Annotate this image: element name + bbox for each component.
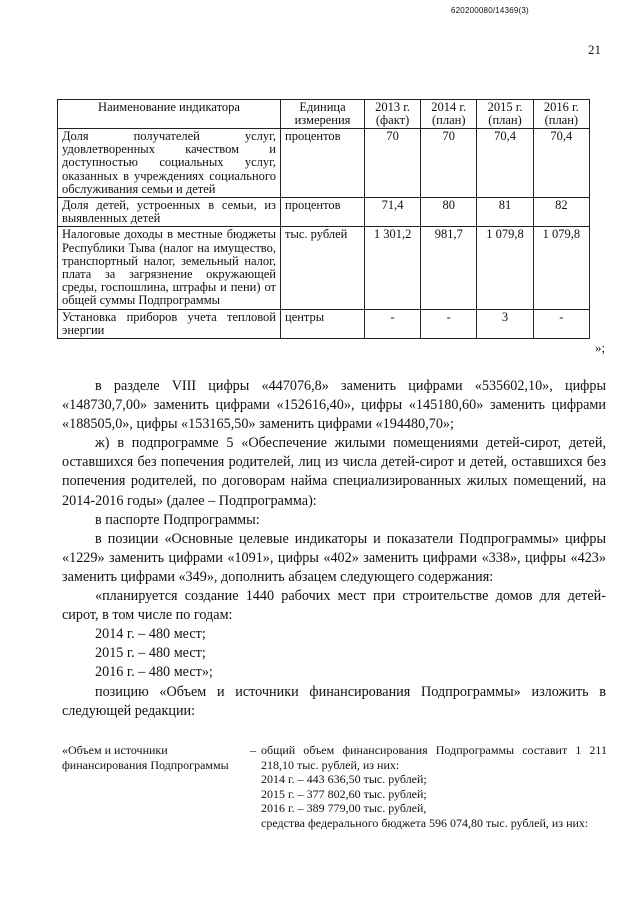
indicator-name: Доля детей, устроенных в семьи, из выявленных детей — [58, 198, 281, 227]
value-2015: 1 079,8 — [477, 227, 533, 309]
financing-line-2016: 2016 г. – 389 779,00 тыс. рублей, — [261, 801, 427, 815]
indicator-unit: тыс. рублей — [281, 227, 365, 309]
value-2014: 70 — [421, 129, 477, 198]
financing-line-federal: средства федерального бюджета 596 074,80 тыс. рублей, из них: — [261, 815, 589, 830]
paragraph-subprogram-5: ж) в подпрограмме 5 «Обеспечение жилыми помещениями детей-сирот, детей, оставшихся без попечения родителей, лиц из числа детей-сирот и детей, оставшихся без попечения родителей, по договорам найма специализированных жилых помещений, на 2014-2016 годы» (далее – Подпрограмма): — [62, 435, 606, 509]
table-closing-quote: »; — [595, 340, 606, 355]
value-2016: - — [533, 309, 589, 338]
header-2013: 2013 г. (факт) — [365, 100, 421, 129]
value-2014: 80 — [421, 198, 477, 227]
value-2016: 70,4 — [533, 129, 589, 198]
value-2015: 70,4 — [477, 129, 533, 198]
financing-line-total: общий объем финансирования Подпрограммы составит 1 211 218,10 тыс. рублей, из них: — [261, 743, 607, 772]
value-2013: 71,4 — [365, 198, 421, 227]
paragraph-year-2015: 2015 г. – 480 мест; — [95, 645, 206, 662]
table-row — [58, 227, 590, 309]
header-2014: 2014 г. (план) — [421, 100, 477, 129]
paragraph-year-2014: 2014 г. – 480 мест; — [95, 626, 206, 643]
value-2016: 82 — [533, 198, 589, 227]
table-row — [58, 129, 590, 198]
indicator-unit: процентов — [281, 198, 365, 227]
value-2015: 3 — [477, 309, 533, 338]
financing-label: «Объем и источники финансирования Подпрограммы — [62, 743, 229, 772]
value-2015: 81 — [477, 198, 533, 227]
financing-line-2015: 2015 г. – 377 802,60 тыс. рублей; — [261, 786, 427, 801]
indicator-unit: процентов — [281, 129, 365, 198]
financing-dash: – — [250, 743, 256, 757]
header-2015: 2015 г. (план) — [477, 100, 533, 129]
value-2014: 981,7 — [421, 227, 477, 309]
value-2013: 70 — [365, 129, 421, 198]
paragraph-section-viii: в разделе VIII цифры «447076,8» заменить цифрами «535602,10», цифры «148730,7,00» заменить цифрами «152616,40», цифры «145180,60» заменить цифрами «188505,0», цифры «153165,50» заменить цифрами «194480,70»; — [62, 378, 606, 433]
value-2013: - — [365, 309, 421, 338]
value-2014: - — [421, 309, 477, 338]
value-2013: 1 301,2 — [365, 227, 421, 309]
paragraph-year-2016: 2016 г. – 480 мест»; — [95, 664, 213, 681]
indicator-name: Налоговые доходы в местные бюджеты Республики Тыва (налог на имущество, транспортный налог, земельный налог, плата за загрязнение окружающей среды, госпошлина, штрафы и пени) от общей суммы Подпрограммы — [58, 227, 281, 309]
document-id: 620200080/14369(3) — [451, 6, 529, 15]
paragraph-financing-position: позицию «Объем и источники финансирования Подпрограммы» изложить в следующей редакции: — [62, 683, 606, 719]
table-header-row — [58, 100, 590, 129]
indicators-table — [57, 99, 590, 339]
value-2016: 1 079,8 — [533, 227, 589, 309]
paragraph-passport: в паспорте Подпрограммы: — [95, 511, 260, 528]
header-2016: 2016 г. (план) — [533, 100, 589, 129]
table-row — [58, 309, 590, 338]
header-indicator-name: Наименование индикатора — [58, 100, 281, 129]
page-number: 21 — [588, 42, 601, 57]
indicator-name: Доля получателей услуг, удовлетворенных качеством и доступностью социальных услуг, оказанных в учреждениях социального обслуживания семьи и детей — [58, 129, 281, 198]
body-text — [62, 377, 606, 721]
header-unit: Единица измерения — [281, 100, 365, 129]
paragraph-jobs: «планируется создание 1440 рабочих мест при строительстве домов для детей-сирот, в том числе по годам: — [62, 588, 606, 624]
paragraph-indicators: в позиции «Основные целевые индикаторы и показатели Подпрограммы» цифры «1229» заменить цифрами «1091», цифры «402» заменить цифрами «338», цифры «423» заменить цифрами «349», дополнить абзацем следующего содержания: — [62, 530, 606, 585]
financing-details — [261, 743, 607, 830]
table-row — [58, 198, 590, 227]
financing-line-2014: 2014 г. – 443 636,50 тыс. рублей; — [261, 772, 427, 786]
indicator-name: Установка приборов учета тепловой энергии — [58, 309, 281, 338]
indicator-unit: центры — [281, 309, 365, 338]
